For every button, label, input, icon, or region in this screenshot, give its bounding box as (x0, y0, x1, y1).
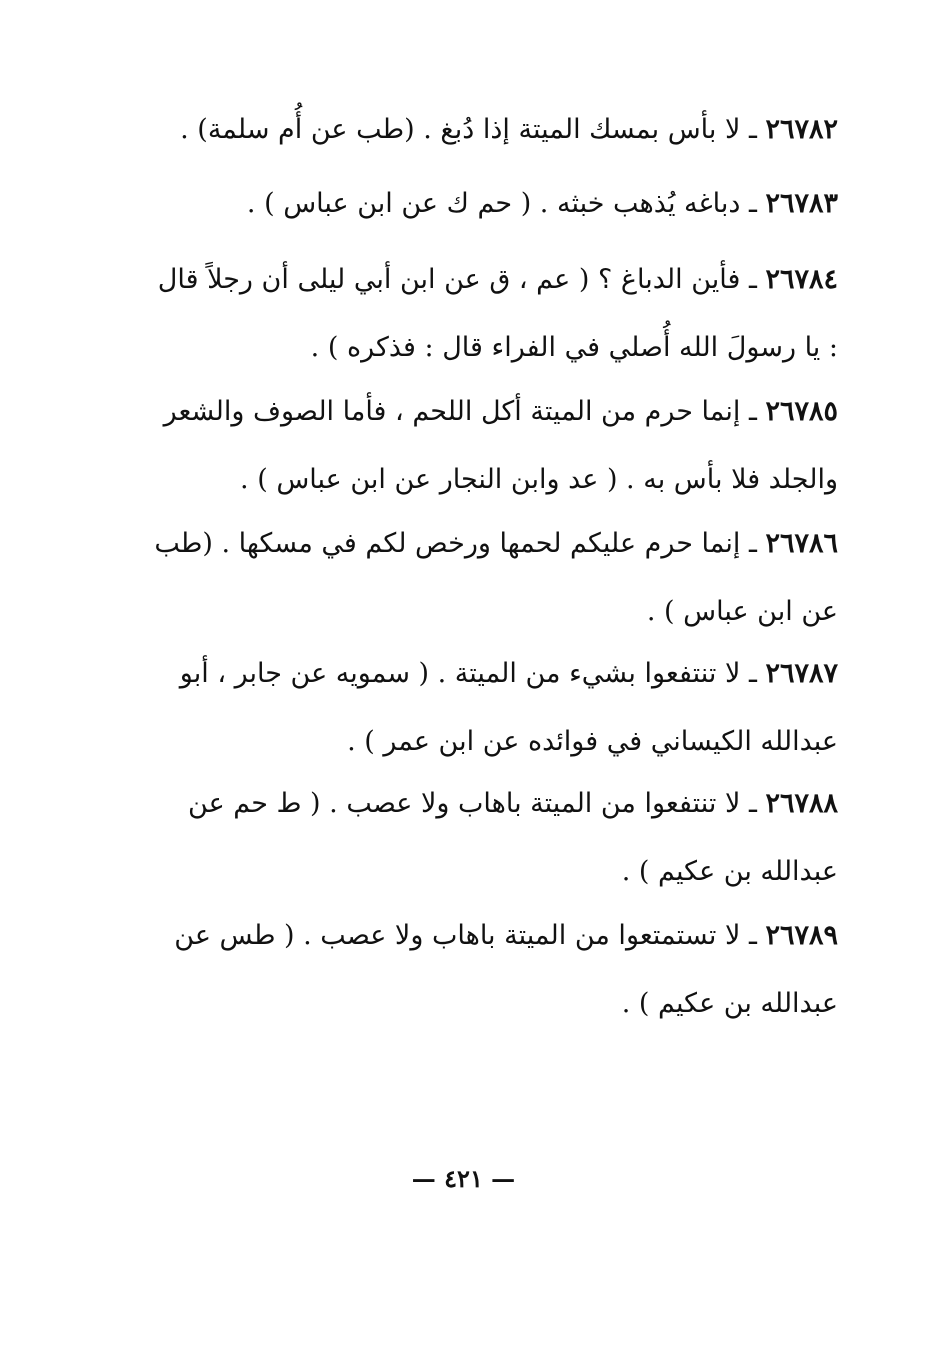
entry-separator: ـ (740, 396, 766, 427)
entry-text: فأين الدباغ ؟ ( عم ، ق عن ابن أبي ليلى أن رجلاً قال : يا رسولَ الله أُصلي في الفراء قال : فذكره ) . (157, 264, 838, 363)
entry-separator: ـ (740, 528, 766, 559)
entry-text: دباغه يُذهب خبثه . ( حم ك عن ابن عباس ) . (246, 188, 741, 219)
entry-number: ٢٦٧٨٢ (765, 114, 838, 145)
entry-separator: ـ (740, 264, 766, 295)
entry-text: لا بأس بمسك الميتة إذا دُبغ . (طب عن أُم سلمة) . (180, 114, 741, 145)
entry-text: إنما حرم عليكم لحمها ورخص لكم في مسكها . (طب عن ابن عباس ) . (154, 528, 838, 627)
entry-separator: ـ (740, 920, 766, 951)
entry-text: إنما حرم من الميتة أكل اللحم ، فأما الصوف والشعر والجلد فلا بأس به . ( عد وابن النجار عن ابن عباس ) . (163, 396, 838, 495)
hadith-entry-26783 (142, 170, 838, 238)
entry-number: ٢٦٧٨٩ (765, 920, 838, 951)
entry-number: ٢٦٧٨٦ (765, 528, 838, 559)
entry-number: ٢٦٧٨٥ (765, 396, 838, 427)
hadith-entry-26782 (142, 96, 838, 164)
entry-separator: ـ (740, 788, 766, 819)
hadith-entry-26785 (142, 378, 838, 514)
hadith-entry-26784 (142, 246, 838, 382)
hadith-entry-26786 (142, 510, 838, 646)
entry-number: ٢٦٧٨٣ (765, 188, 838, 219)
hadith-entry-26788 (142, 770, 838, 906)
entry-separator: ـ (740, 658, 766, 689)
entry-text: لا تستمتعوا من الميتة باهاب ولا عصب . ( طس عن عبدالله بن عكيم ) . (174, 920, 838, 1019)
entry-number: ٢٦٧٨٨ (765, 788, 838, 819)
entry-text: لا تنتفعوا من الميتة باهاب ولا عصب . ( ط حم عن عبدالله بن عكيم ) . (188, 788, 838, 887)
entry-separator: ـ (740, 114, 766, 145)
page-number: — ٤٢١ — (411, 1164, 516, 1193)
hadith-entry-26787 (142, 640, 838, 776)
hadith-entry-26789 (142, 902, 838, 1038)
entry-text: لا تنتفعوا بشيء من الميتة . ( سمويه عن جابر ، أبو عبدالله الكيساني في فوائده عن ابن عمر ) . (179, 658, 838, 757)
entry-separator: ـ (740, 188, 766, 219)
entry-number: ٢٦٧٨٤ (765, 264, 838, 295)
entry-number: ٢٦٧٨٧ (765, 658, 838, 689)
